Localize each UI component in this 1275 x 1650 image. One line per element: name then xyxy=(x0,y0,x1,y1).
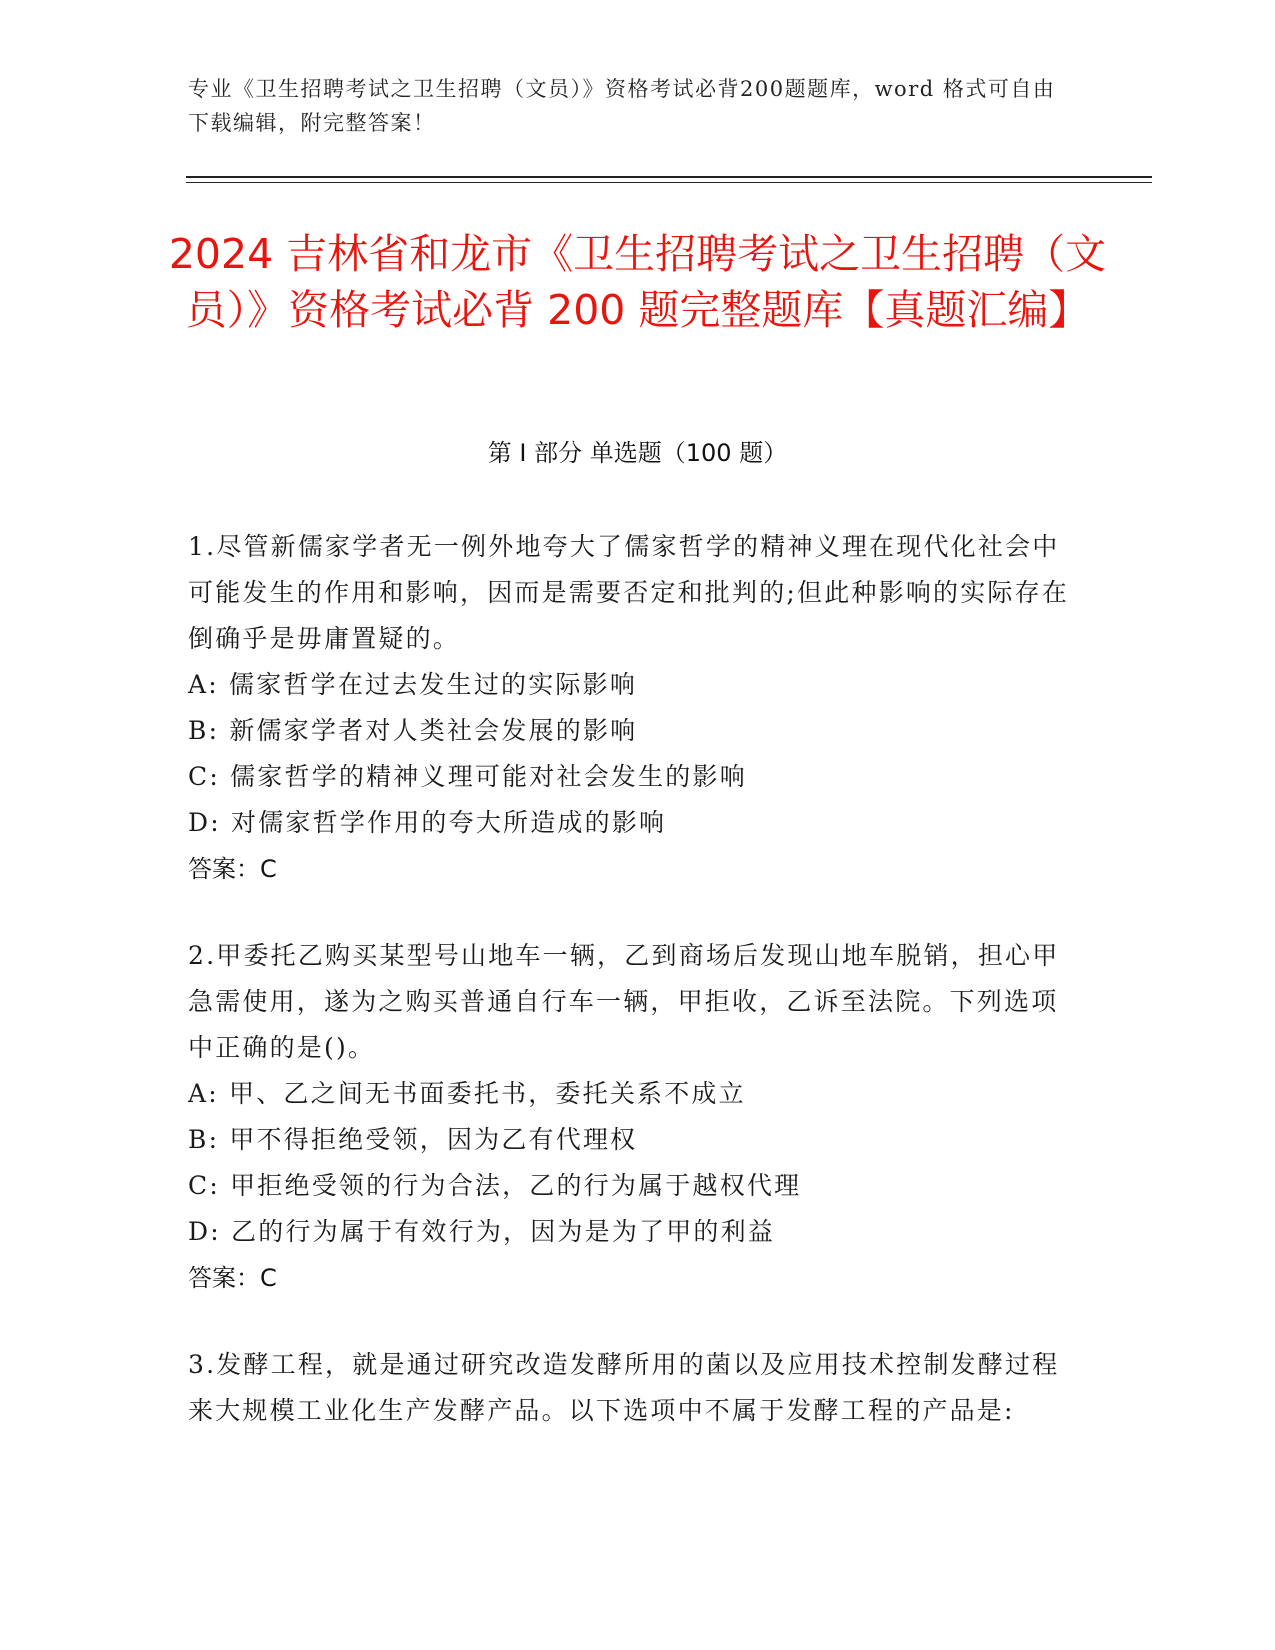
question-stem: 1.尽管新儒家学者无一例外地夸大了儒家哲学的精神义理在现代化社会中可能发生的作用和影响，因而是需要否定和批判的;但此种影响的实际存在倒确乎是毋庸置疑的。 xyxy=(188,532,1070,653)
option-b: B: 甲不得拒绝受领，因为乙有代理权 xyxy=(188,1125,638,1154)
document-title: 2024 吉林省和龙市《卫生招聘考试之卫生招聘（文员）》资格考试必背 200 题完整题库【真题汇编】 xyxy=(168,230,1107,334)
header-note: 专业《卫生招聘考试之卫生招聘（文员）》资格考试必背200题题库，word 格式可自由下载编辑，附完整答案！ xyxy=(188,77,1056,135)
question-stem: 3.发酵工程，就是通过研究改造发酵所用的菌以及应用技术控制发酵过程来大规模工业化生产发酵产品。以下选项中不属于发酵工程的产品是: xyxy=(188,1350,1060,1425)
option-a: A: 儒家哲学在过去发生过的实际影响 xyxy=(188,670,638,699)
option-a: A: 甲、乙之间无书面委托书，委托关系不成立 xyxy=(188,1079,746,1108)
option-c: C: 甲拒绝受领的行为合法，乙的行为属于越权代理 xyxy=(188,1171,802,1200)
question-3 xyxy=(188,1342,1078,1434)
answer-line: 答案：C xyxy=(188,855,277,883)
question-2 xyxy=(188,933,1078,1301)
question-1 xyxy=(188,524,1078,892)
section-heading: 第 I 部分 单选题（100 题） xyxy=(487,439,788,467)
question-list xyxy=(188,524,1078,1475)
header-divider-thick xyxy=(186,176,1152,178)
question-stem: 2.甲委托乙购买某型号山地车一辆，乙到商场后发现山地车脱销，担心甲急需使用，遂为之购买普通自行车一辆，甲拒收，乙诉至法院。下列选项中正确的是()。 xyxy=(188,941,1060,1062)
option-c: C: 儒家哲学的精神义理可能对社会发生的影响 xyxy=(188,762,747,791)
answer-line: 答案：C xyxy=(188,1264,277,1292)
option-d: D: 乙的行为属于有效行为，因为是为了甲的利益 xyxy=(188,1217,776,1246)
option-d: D: 对儒家哲学作用的夸大所造成的影响 xyxy=(188,808,667,837)
option-b: B: 新儒家学者对人类社会发展的影响 xyxy=(188,716,638,745)
header-divider-thin xyxy=(186,182,1152,183)
